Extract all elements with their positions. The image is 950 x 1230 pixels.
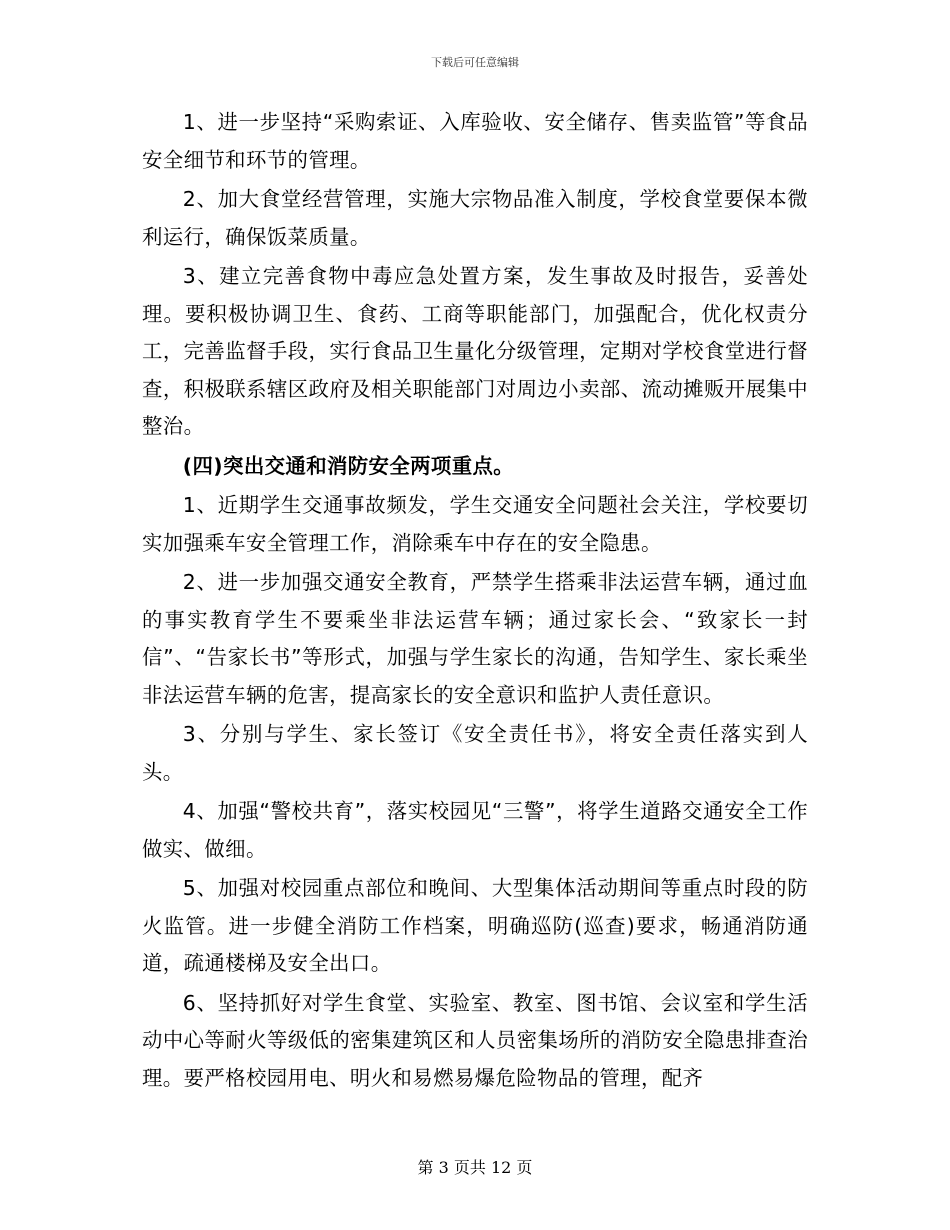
paragraph-traffic-3: 3、分别与学生、家长签订《安全责任书》，将安全责任落实到人头。 — [142, 722, 808, 784]
paragraph-traffic-2: 2、进一步加强交通安全教育，严禁学生搭乘非法运营车辆，通过血的事实教育学生不要乘坐非法运营车辆；通过家长会、“致家长一封信”、“告家长书”等形式，加强与学生家长的沟通，告知学生、家长乘坐非法运营车辆的危害，提高家长的安全意识和监护人责任意识。 — [142, 570, 808, 707]
page-header: 下载后可任意编辑 — [431, 56, 519, 69]
paragraph-food-2: 2、加大食堂经营管理，实施大宗物品准入制度，学校食堂要保本微利运行，确保饭菜质量。 — [142, 187, 808, 249]
paragraph-traffic-1: 1、近期学生交通事故频发，学生交通安全问题社会关注，学校要切实加强乘车安全管理工作，消除乘车中存在的安全隐患。 — [142, 493, 808, 555]
paragraph-food-1: 1、进一步坚持“采购索证、入库验收、安全储存、售卖监管”等食品安全细节和环节的管理。 — [142, 110, 808, 172]
page-number: 第 3 页共 12 页 — [417, 1158, 533, 1177]
paragraph-fire-5: 5、加强对校园重点部位和晚间、大型集体活动期间等重点时段的防火监管。进一步健全消防工作档案，明确巡防(巡查)要求，畅通消防通道，疏通楼梯及安全出口。 — [142, 876, 808, 975]
paragraph-food-3: 3、建立完善食物中毒应急处置方案，发生事故及时报告，妥善处理。要积极协调卫生、食药、工商等职能部门，加强配合，优化权责分工，完善监督手段，实行食品卫生量化分级管理，定期对学校食堂进行督查，积极联系辖区政府及相关职能部门对周边小卖部、流动摊贩开展集中整治。 — [142, 264, 808, 438]
paragraph-traffic-4: 4、加强“警校共育”，落实校园见“三警”，将学生道路交通安全工作做实、做细。 — [142, 799, 808, 861]
paragraph-fire-6: 6、坚持抓好对学生食堂、实验室、教室、图书馆、会议室和学生活动中心等耐火等级低的密集建筑区和人员密集场所的消防安全隐患排查治理。要严格校园用电、明火和易燃易爆危险物品的管理，配齐 — [142, 990, 808, 1090]
section-heading: (四)突出交通和消防安全两项重点。 — [182, 453, 515, 478]
document-body — [142, 104, 808, 1099]
